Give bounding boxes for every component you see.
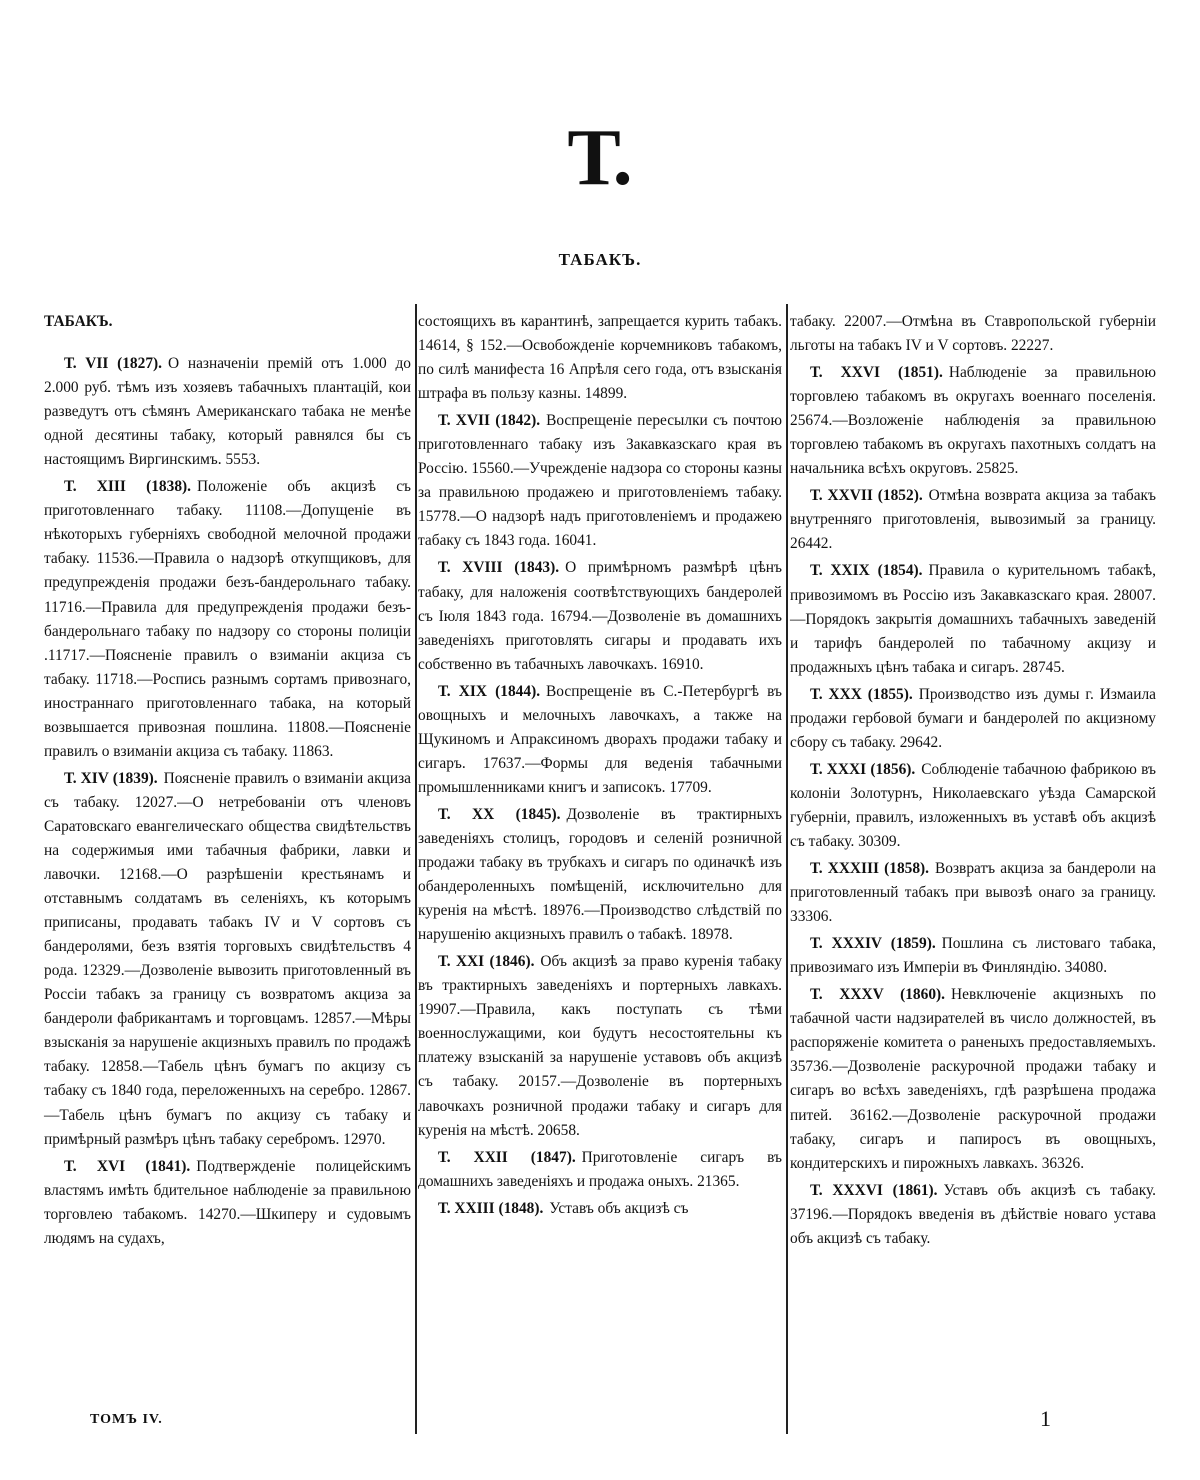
index-entry — [44, 352, 411, 472]
column-3 — [790, 310, 1156, 1251]
volume-year-code: Т. XXXI (1856). — [810, 760, 916, 778]
entry-text: Подтвержденіе полицейскимъ властямъ имѣть бдительное наблюденіе за правильною торговлею табакомъ. 14270.—Шкиперу и судовымъ людямъ на судахъ, — [44, 1157, 411, 1247]
entry-text: Невключеніе акцизныхъ по табачной части надзирателей въ число должностей, въ распоряженіе комитета о раненыхъ предоставляемыхъ. 35736.—Дозволеніе раскурочной продажи табаку и сигаръ во всѣхъ заведеніяхъ, гдѣ разрѣшена продажа питей. 36162.—Дозволеніе раскурочной продажи табаку, сигаръ и папиросъ въ овощныхъ, кондитерскихъ и пирожныхъ лавкахъ. 36326. — [790, 986, 1156, 1172]
volume-year-code: Т. XXIII (1848). — [438, 1199, 544, 1217]
index-entry — [790, 983, 1156, 1175]
entry-text: Объ акцизѣ за право куренія табаку въ трактирныхъ заведеніяхъ и портерныхъ лавкахъ. 19907.—Правила, какъ поступать съ тѣми военнослужащими, кои будутъ несостоятельны къ платежу взысканій за нарушеніе уставовъ объ акцизѣ съ табаку. 20157.—Дозволеніе въ портерныхъ лавочкахъ розничной продажи табаку и сигаръ для куренія на мѣстѣ. 20658. — [418, 953, 782, 1139]
footer-volume: ТОМЪ IV. — [90, 1412, 163, 1427]
index-entry — [418, 556, 782, 676]
column-2 — [418, 310, 782, 1221]
page-letter: Т. — [567, 114, 633, 202]
volume-year-code: Т. XXXVI (1861). — [810, 1181, 938, 1199]
volume-year-code: Т. XX (1845). — [438, 805, 561, 823]
index-entry — [44, 1155, 411, 1251]
index-entry — [418, 409, 782, 553]
volume-year-code: Т. XVI (1841). — [64, 1157, 191, 1175]
index-entry — [790, 683, 1156, 755]
volume-year-code: Т. XIII (1838). — [64, 478, 191, 496]
index-entry — [790, 758, 1156, 854]
volume-year-code: Т. XIV (1839). — [64, 769, 158, 787]
volume-year-code: Т. XVIII (1843). — [438, 559, 560, 577]
volume-year-code: Т. VII (1827). — [64, 355, 162, 373]
volume-year-code: Т. XXI (1846). — [438, 953, 535, 971]
entry-text: Уставъ объ акцизѣ съ табаку. 37196.—Порядокъ введенія въ дѣйствіе новаго устава объ акцизѣ съ табаку. — [790, 1181, 1156, 1247]
column-divider — [786, 304, 788, 1434]
index-entry — [44, 475, 411, 764]
volume-year-code: Т. XXII (1847). — [438, 1148, 576, 1166]
entry-text: Соблюденіе табачною фабрикою въ колоніи Золотурнъ, Николаевскаго уѣзда Самарской губерніи, правилъ, изложенныхъ въ уставѣ объ акцизѣ съ табаку. 30309. — [790, 760, 1157, 850]
entry-text: Наблюденіе за правильною торговлею табакомъ въ округахъ военнаго поселенія. 25674.—Возложеніе наблюденія за правильною торговлею табакомъ въ округахъ пахотныхъ солдатъ на начальника всѣхъ округовъ. 25825. — [790, 364, 1156, 478]
entry-text: Воспрещеніе въ С.-Петербургѣ въ овощныхъ и мелочныхъ лавочкахъ, а также на Щукиномъ и Апраксиномъ дворахъ продажи табаку и сигаръ. 17637.—Формы для веденія табачными промышленниками книгъ и записокъ. 17709. — [418, 682, 782, 796]
entry-text: Дозволеніе въ трактирныхъ заведеніяхъ столицъ, городовъ и селеній розничной продажи табаку въ трубкахъ и сигаръ по одиначкѣ изъ обандероленныхъ помѣщеній, исключительно для куренія на мѣстѣ. 18976.—Производство слѣдствій по нарушенію акцизныхъ правилъ о табакѣ. 18978. — [418, 805, 782, 944]
index-entry — [418, 1146, 782, 1194]
volume-year-code: Т. XXX (1855). — [810, 685, 913, 703]
index-entry — [418, 950, 782, 1142]
entry-text: Возвратъ акциза за бандероли на приготовленный табакъ при вывозѣ онаго за границу. 33306. — [790, 860, 1156, 926]
entry-text: Приготовленіе сигаръ въ домашнихъ заведеніяхъ и продажа оныхъ. 21365. — [418, 1148, 782, 1190]
entry-text: Правила о курительномъ табакѣ, привозимомъ въ Россію изъ Закавказскаго края. 28007.—Порядокъ закрытія домашнихъ табачныхъ заведеній и тарифъ бандеролей по табачному акцизу и продажныхъ цѣнъ табака и сигаръ. 28745. — [790, 562, 1156, 676]
index-entry — [790, 1179, 1156, 1251]
entry-text: Воспрещеніе пересылки съ почтою приготовленнаго табаку изъ Закавказскаго края въ Россію. 15560.—Учрежденіе надзора со стороны казны за правильною продажею и приготовленіемъ табаку. 15778.—О надзорѣ надъ приготовленіемъ и продажею табаку съ 1843 года. 16041. — [418, 412, 782, 550]
entry-text: Отмѣна возврата акциза за табакъ внутренняго приготовленія, вывозимый за границу. 26442. — [790, 487, 1156, 553]
entry-text: О примѣрномъ размѣрѣ цѣнъ табаку, для наложенія соотвѣтствующихъ бандеролей съ Іюля 1843 года. 16794.—Дозволеніе въ домашнихъ заведеніяхъ приготовлять сигары и продавать ихъ собственно въ табачныхъ лавочкахъ. 16910. — [418, 559, 782, 673]
index-entry — [790, 484, 1156, 556]
entry-text: Уставъ объ акцизѣ съ — [549, 1199, 689, 1217]
index-entry — [790, 932, 1156, 980]
column-1 — [44, 310, 411, 1251]
page-heading: ТАБАКЪ. — [558, 250, 642, 269]
volume-year-code: Т. XVII (1842). — [438, 412, 541, 430]
page-number: 1 — [1040, 1406, 1051, 1431]
index-entry — [418, 680, 782, 800]
volume-year-code: Т. XXVI (1851). — [810, 364, 943, 382]
volume-year-code: Т. XXVII (1852). — [810, 487, 923, 505]
volume-year-code: Т. XXXV (1860). — [810, 986, 945, 1004]
entry-text: Поясненіе правилъ о взиманіи акциза съ табаку. 12027.—О нетребованіи отъ членовъ Саратовскаго евангелическаго общества свидѣтельствъ на содержимыя ими табачныя фабрики, лавки и лавочки. 12168.—О разрѣшеніи крестьянамъ и отставнымъ солдатамъ въ селеніяхъ, къ которымъ приписаны, продавать табакъ IV и V сортовъ съ бандеролями, безъ взятія торговыхъ свидѣтельствъ 4 рода. 12329.—Дозволеніе вывозить приготовленный въ Россіи табакъ за границу съ возвратомъ акциза за бандероли фабрикантамъ и торговцамъ. 12857.—Мѣры взысканія за нарушеніе акцизныхъ правилъ по продажѣ табаку. 12858.—Табель цѣнъ бумагъ по акцизу съ табаку съ 1840 года, переложенныхъ на серебро. 12867.—Табель цѣнъ бумагъ по акцизу съ табаку и примѣрный размѣръ цѣнъ табаку серебромъ. 12970. — [44, 769, 411, 1148]
volume-year-code: Т. XXXIII (1858). — [810, 860, 930, 878]
entry-text: Положеніе объ акцизѣ съ приготовленнаго табаку. 11108.—Допущеніе въ нѣкоторыхъ губерніяхъ свободной мелочной продажи табаку. 11536.—Правила о надзорѣ откупщиковъ, для предупрежденія продажи безъ-бандерольнаго табаку. 11716.—Правила для предупрежденія продажи безъ-бандерольнаго табаку по надзору со стороны полиціи .11717.—Поясненіе правилъ о взиманіи акциза съ табаку. 11718.—Роспись разнымъ сортамъ привознаго, иностраннаго приготовленнаго табака, на который возвышается привозная пошлина. 11808.—Поясненіе правилъ о взиманіи акциза съ табаку. 11863. — [44, 478, 411, 760]
index-entry — [44, 767, 411, 1152]
volume-year-code: Т. XXIX (1854). — [810, 562, 923, 580]
index-entry — [790, 361, 1156, 481]
index-entry — [790, 559, 1156, 679]
index-entry — [418, 1197, 782, 1221]
volume-year-code: Т. XIX (1844). — [438, 682, 541, 700]
entry-text: Производство изъ думы г. Измаила продажи гербовой бумаги и бандеролей по акцизному сбору съ табаку. 29642. — [790, 685, 1156, 751]
continued-text: состоящихъ въ карантинѣ, запрещается курить табакъ. 14614, § 152.—Освобожденіе корчемниковъ табакомъ, по силѣ манифеста 16 Апрѣля сего года, отъ взысканія штрафа въ пользу казны. 14899. — [418, 313, 782, 403]
volume-year-code: Т. XXXIV (1859). — [810, 935, 936, 953]
entry-text: О назначеніи премій отъ 1.000 до 2.000 руб. тѣмъ изъ хозяевъ табачныхъ плантацій, кои разведутъ отъ сѣмянъ Американскаго табака не менѣе одной десятины табаку, который равнялся бы съ настоящимъ Виргинскимъ. 5553. — [44, 355, 411, 469]
entry-text: Пошлина съ листоваго табака, привозимаго изъ Имперіи въ Финляндію. 34080. — [790, 935, 1156, 977]
continued-text: табаку. 22007.—Отмѣна въ Ставропольской губерніи льготы на табакъ IV и V сортовъ. 22227. — [790, 313, 1156, 355]
column-divider — [415, 304, 417, 1434]
index-entry — [790, 857, 1156, 929]
section-title: ТАБАКЪ. — [44, 313, 113, 330]
index-entry — [418, 803, 782, 947]
